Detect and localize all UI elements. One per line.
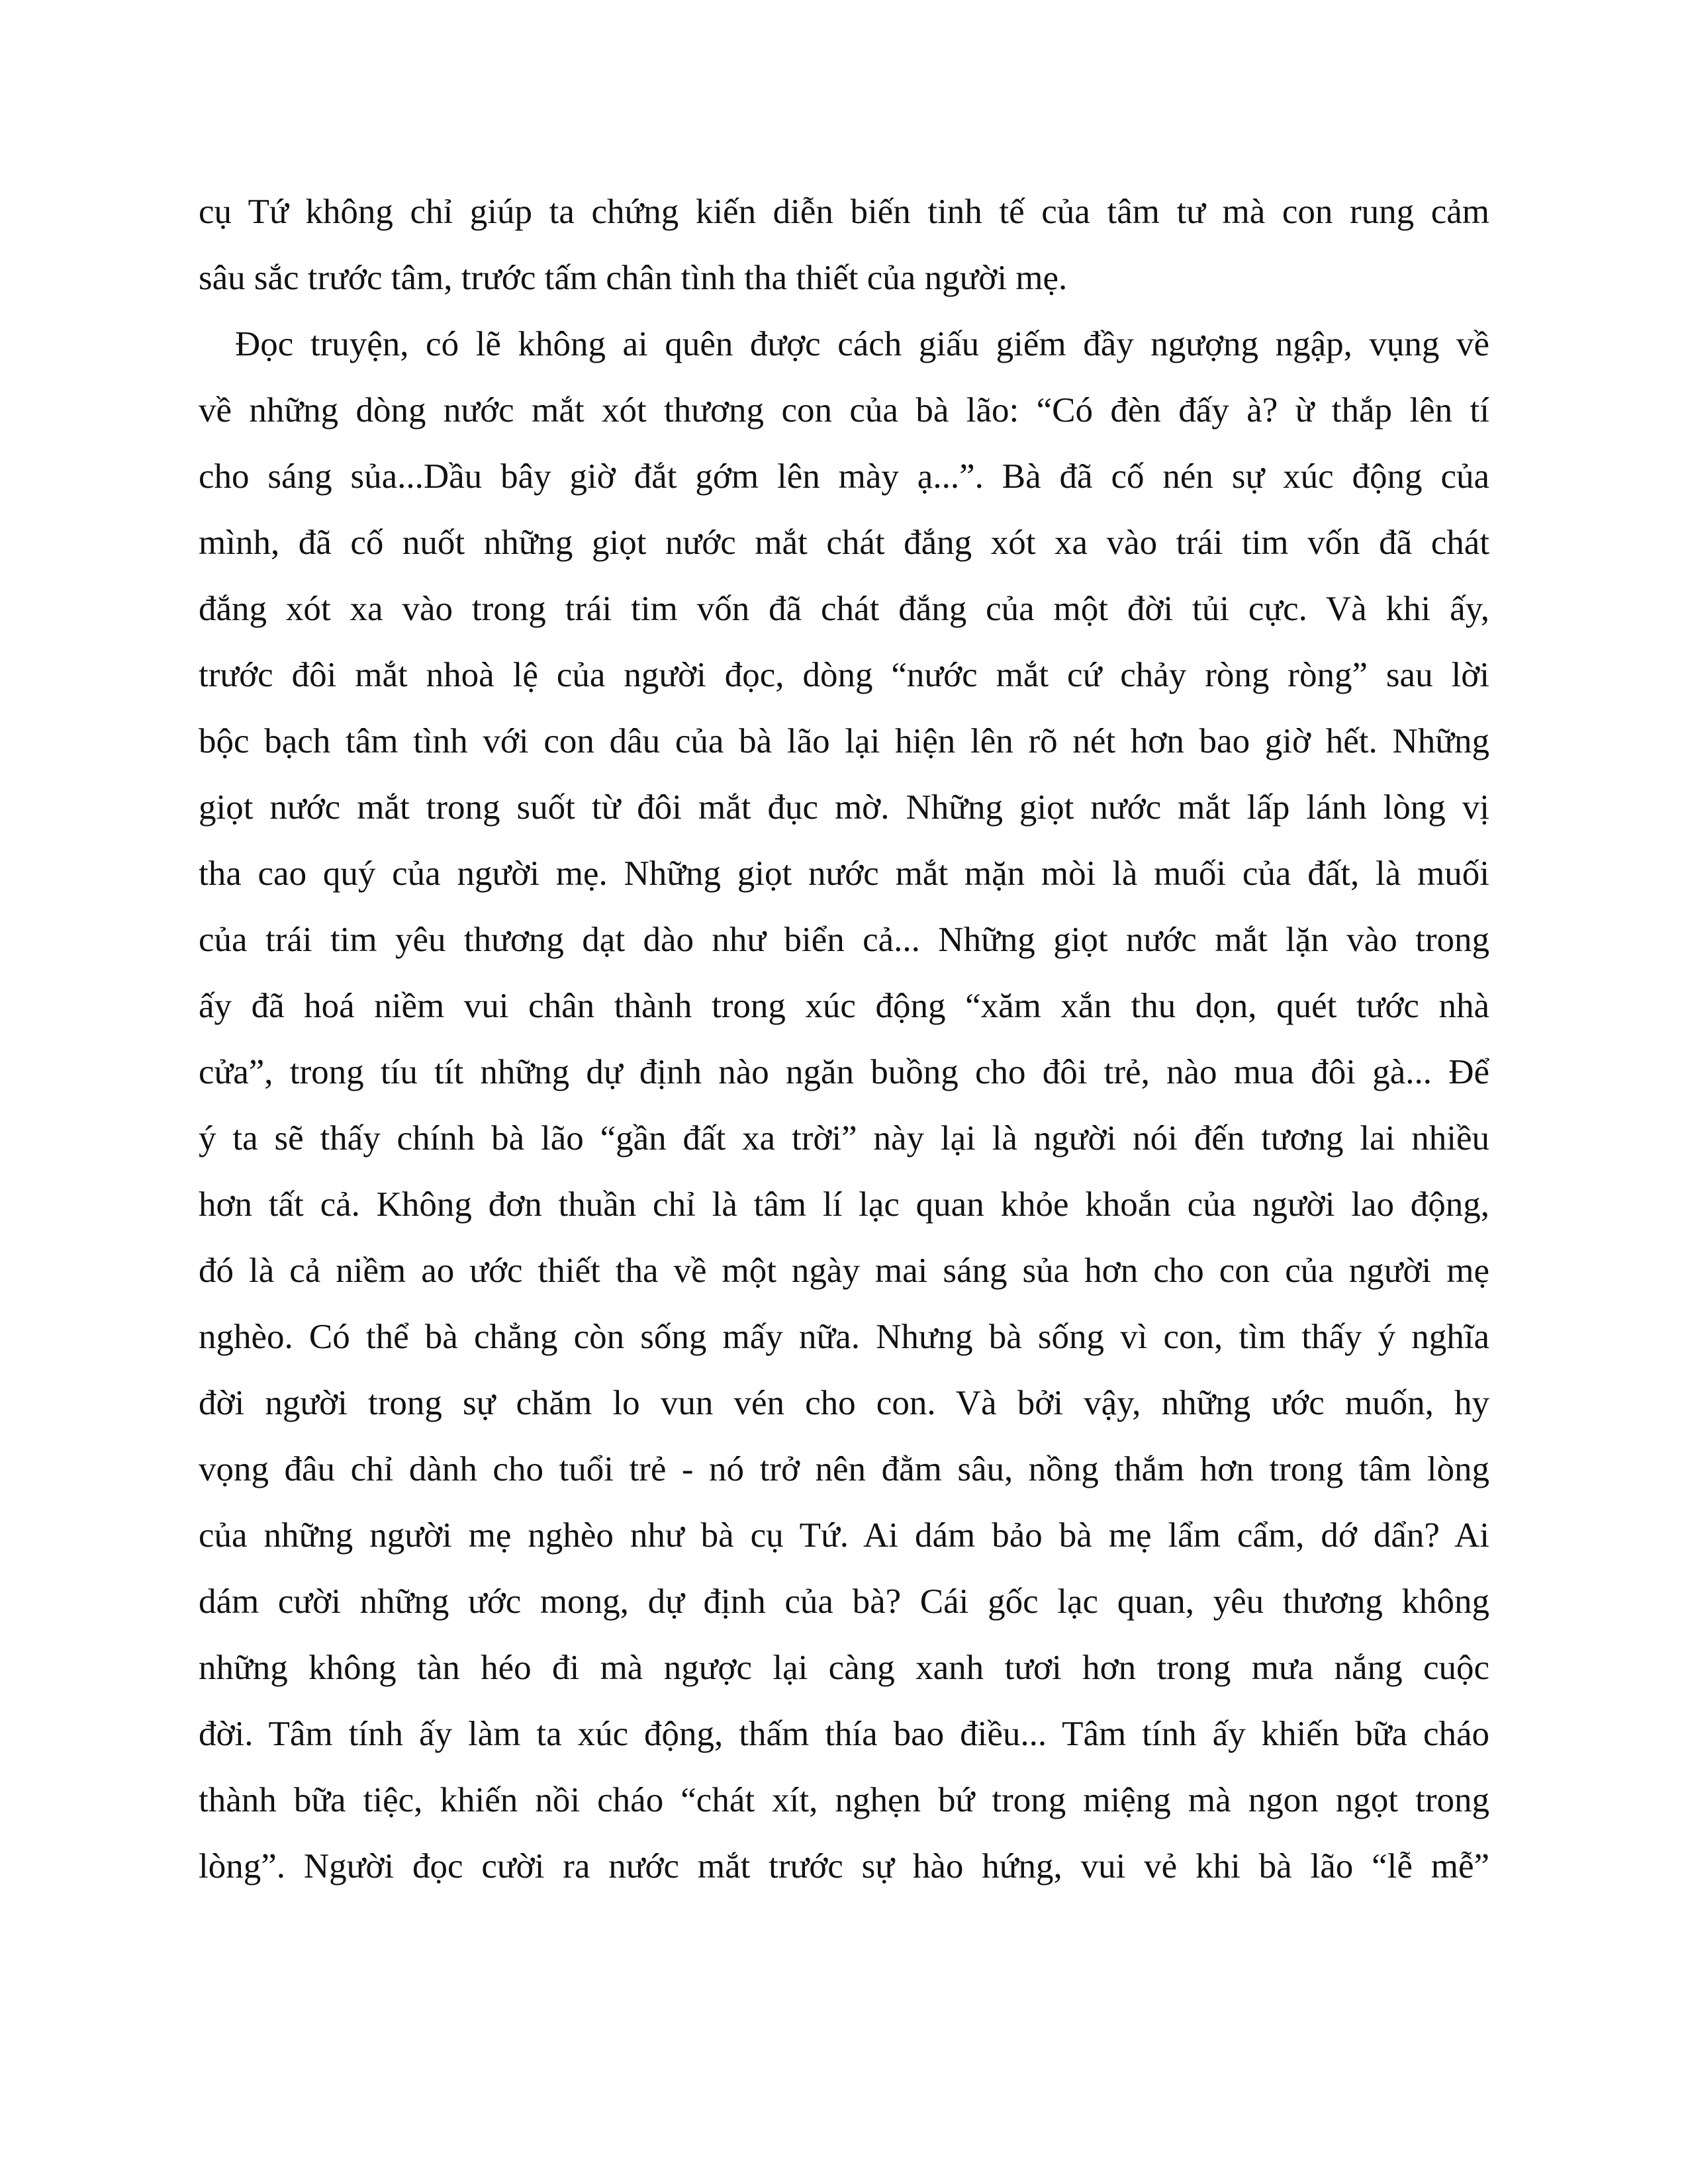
text-line: dám cười những ước mong, dự định của bà? Cái gốc lạc quan, yêu thương không <box>199 1582 1489 1621</box>
text-line: của những người mẹ nghèo như bà cụ Tứ. Ai dám bảo bà mẹ lẩm cẩm, dớ dẩn? Ai <box>199 1516 1489 1555</box>
text-line: ấy đã hoá niềm vui chân thành trong xúc động “xăm xắn thu dọn, quét tước nhà <box>199 987 1489 1025</box>
text-line: đó là cả niềm ao ước thiết tha về một ngày mai sáng sủa hơn cho con của người mẹ <box>199 1251 1489 1290</box>
text-line: trước đôi mắt nhoà lệ của người đọc, dòng “nước mắt cứ chảy ròng ròng” sau lời <box>199 656 1489 694</box>
paragraph-2 <box>199 311 1489 1899</box>
text-line: giọt nước mắt trong suốt từ đôi mắt đục mờ. Những giọt nước mắt lấp lánh lòng vị <box>199 788 1489 827</box>
text-line: của trái tim yêu thương dạt dào như biển cả... Những giọt nước mắt lặn vào trong <box>199 921 1489 959</box>
text-line: thành bữa tiệc, khiến nồi cháo “chát xít, nghẹn bứ trong miệng mà ngon ngọt trong <box>199 1781 1489 1819</box>
text-line: về những dòng nước mắt xót thương con của bà lão: “Có đèn đấy à? ừ thắp lên tí <box>199 391 1489 430</box>
paragraph-1 <box>199 179 1489 311</box>
text-line: cho sáng sủa...Dầu bây giờ đắt gớm lên mày ạ...”. Bà đã cố nén sự xúc động của <box>199 457 1489 496</box>
text-line: đời người trong sự chăm lo vun vén cho con. Và bởi vậy, những ước muốn, hy <box>199 1384 1489 1422</box>
text-line: mình, đã cố nuốt những giọt nước mắt chát đắng xót xa vào trái tim vốn đã chát <box>199 523 1489 562</box>
document-page <box>199 179 1489 1899</box>
text-line: tha cao quý của người mẹ. Những giọt nước mắt mặn mòi là muối của đất, là muối <box>199 854 1489 893</box>
text-line: bộc bạch tâm tình với con dâu của bà lão lại hiện lên rõ nét hơn bao giờ hết. Những <box>199 722 1489 760</box>
text-line: nghèo. Có thể bà chẳng còn sống mấy nữa. Nhưng bà sống vì con, tìm thấy ý nghĩa <box>199 1318 1489 1356</box>
text-line: cụ Tứ không chỉ giúp ta chứng kiến diễn biến tinh tế của tâm tư mà con rung cảm <box>199 193 1489 231</box>
text-line: cửa”, trong tíu tít những dự định nào ngăn buồng cho đôi trẻ, nào mua đôi gà... Để <box>199 1053 1489 1091</box>
text-line: ý ta sẽ thấy chính bà lão “gần đất xa trời” này lại là người nói đến tương lai nhiều <box>199 1119 1489 1158</box>
text-line: vọng đâu chỉ dành cho tuổi trẻ - nó trở nên đằm sâu, nồng thắm hơn trong tâm lòng <box>199 1450 1489 1488</box>
text-line: đời. Tâm tính ấy làm ta xúc động, thấm thía bao điều... Tâm tính ấy khiến bữa cháo <box>199 1715 1489 1753</box>
text-line: sâu sắc trước tâm, trước tấm chân tình tha thiết của người mẹ. <box>199 259 1068 297</box>
text-line: hơn tất cả. Không đơn thuần chỉ là tâm lí lạc quan khỏe khoắn của người lao động, <box>199 1185 1489 1224</box>
text-line: những không tàn héo đi mà ngược lại càng xanh tươi hơn trong mưa nắng cuộc <box>199 1649 1489 1687</box>
text-line: đắng xót xa vào trong trái tim vốn đã chát đắng của một đời tủi cực. Và khi ấy, <box>199 590 1489 628</box>
text-line: Đọc truyện, có lẽ không ai quên được cách giấu giếm đầy ngượng ngập, vụng về <box>235 325 1489 363</box>
text-line: lòng”. Người đọc cười ra nước mắt trước sự hào hứng, vui vẻ khi bà lão “lễ mễ” <box>199 1847 1489 1886</box>
